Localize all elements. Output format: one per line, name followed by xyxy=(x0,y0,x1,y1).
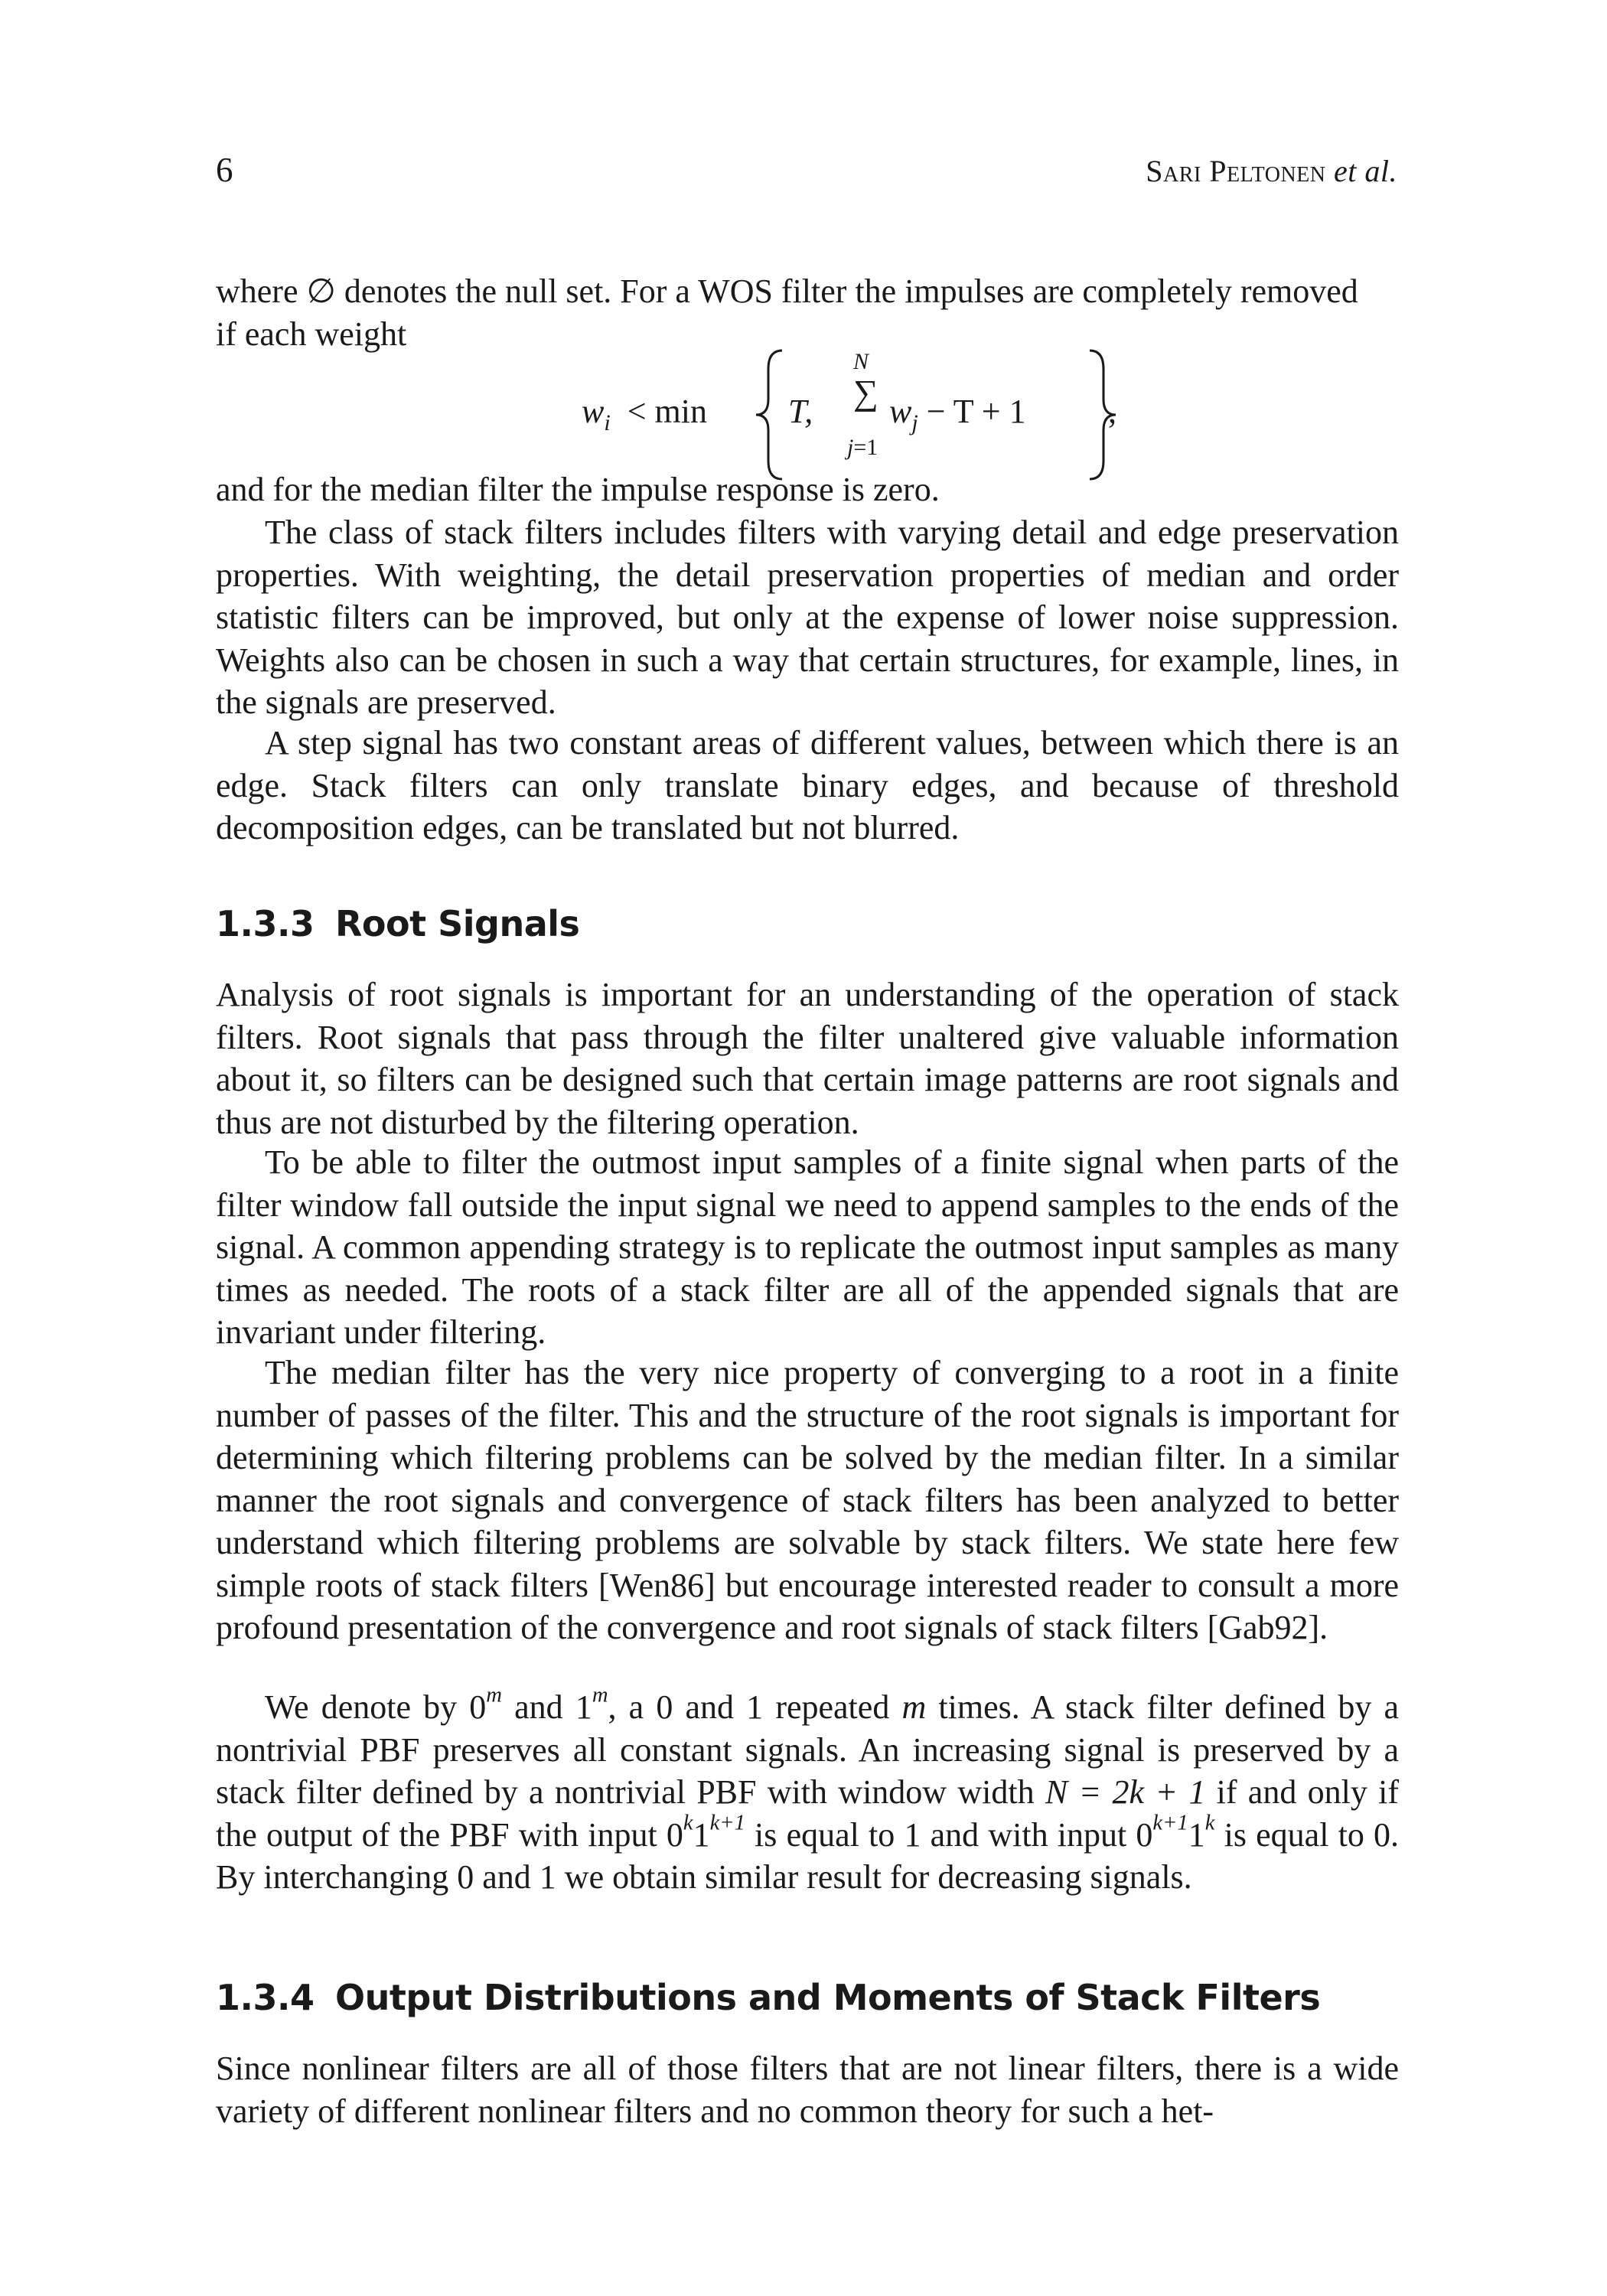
equation-summand: $w_j - T + 1$ xyxy=(889,393,1026,435)
paragraph-nonlinear-filters: Since nonlinear filters are all of those filters that are not linear filters, there is a wide variety of different nonlinear filters and no common theory for such a het- xyxy=(216,2050,1399,2130)
paragraph-stack-filter-class: The class of stack filters includes filters with varying detail and edge preservation properties. With weighting, the detail preservation properties of median and order statistic filters can be improved, but only at the expense of lower noise suppression. Weights also can be chosen in such a way that certain structures, for example, lines, in the signals are preserved. xyxy=(216,514,1399,721)
running-header-author xyxy=(1146,153,1397,189)
equation-trailing-comma: , xyxy=(1108,393,1116,430)
sum-lower-limit: j=1 xyxy=(847,435,878,460)
equation-arg-first: T, xyxy=(788,393,813,430)
paragraph-step-signal: A step signal has two constant areas of different values, between which there is an edge. Stack filters can only translate binary edges, and because of threshold decomposition edges, can be translated but not blurred. xyxy=(216,724,1399,846)
sum-upper-limit: N xyxy=(853,349,869,374)
page-number: 6 xyxy=(216,151,233,189)
intro-line-1: where ∅ denotes the null set. For a WOS filter the impulses are completely removed xyxy=(216,272,1358,310)
equation-lhs: $w_i < \min$ xyxy=(582,393,707,435)
author-name: Sari Peltonen xyxy=(1146,154,1326,188)
weight-inequality-equation xyxy=(582,343,1117,488)
left-brace xyxy=(751,346,787,484)
intro-line-2: if each weight xyxy=(216,315,407,353)
paragraph-median-convergence: The median filter has the very nice property of converging to a root in a finite number of passes of the filter. This and the structure of the root signals is important for determining which filtering problems can be solved by the median filter. In a similar manner the root signals and convergence of stack filters has been analyzed to better understand which filtering problems are solvable by stack filters. We state here few simple roots of stack filters [Wen86] but encourage interested reader to consult a more profound presentation of the convergence and root signals of stack filters [Gab92]. xyxy=(216,1354,1399,1646)
paragraph-root-analysis: Analysis of root signals is important for an understanding of the operation of stack filters. Root signals that pass through the filter unaltered give valuable information about it, so filters can be designed such that certain image patterns are root signals and thus are not disturbed by the filtering operation. xyxy=(216,976,1399,1141)
section-heading-1-3-3: 1.3.3 Root Signals xyxy=(216,903,580,944)
author-suffix: et al. xyxy=(1334,154,1397,188)
paragraph-appending-samples: To be able to filter the outmost input samples of a finite signal when parts of the filter window fall outside the input signal we need to append samples to the ends of the signal. A common appending strategy is to replicate the outmost input samples as many times as needed. The roots of a stack filter are all of the appended signals that are invariant under filtering. xyxy=(216,1143,1399,1351)
after-equation-line: and for the median filter the impulse response is zero. xyxy=(216,471,940,508)
section-heading-1-3-4: 1.3.4 Output Distributions and Moments of Stack Filters xyxy=(216,1977,1321,2018)
sum-symbol: ∑ xyxy=(853,373,878,412)
paragraph-increasing-signal: We denote by 0$^m$ and 1$^m$, a 0 and 1 repeated m times. A stack filter defined by a nontrivial PBF preserves all constant signals. An increasing signal is preserved by a stack filter defined by a nontrivial PBF with window width N = 2k + 1 if and only if the output of the PBF with input $0^k1^{k+1}$ is equal to 1 and with input $0^{k+1}1^k$ is equal to 0. By interchanging 0 and 1 we obtain similar result for decreasing signals. xyxy=(216,1683,1400,1896)
